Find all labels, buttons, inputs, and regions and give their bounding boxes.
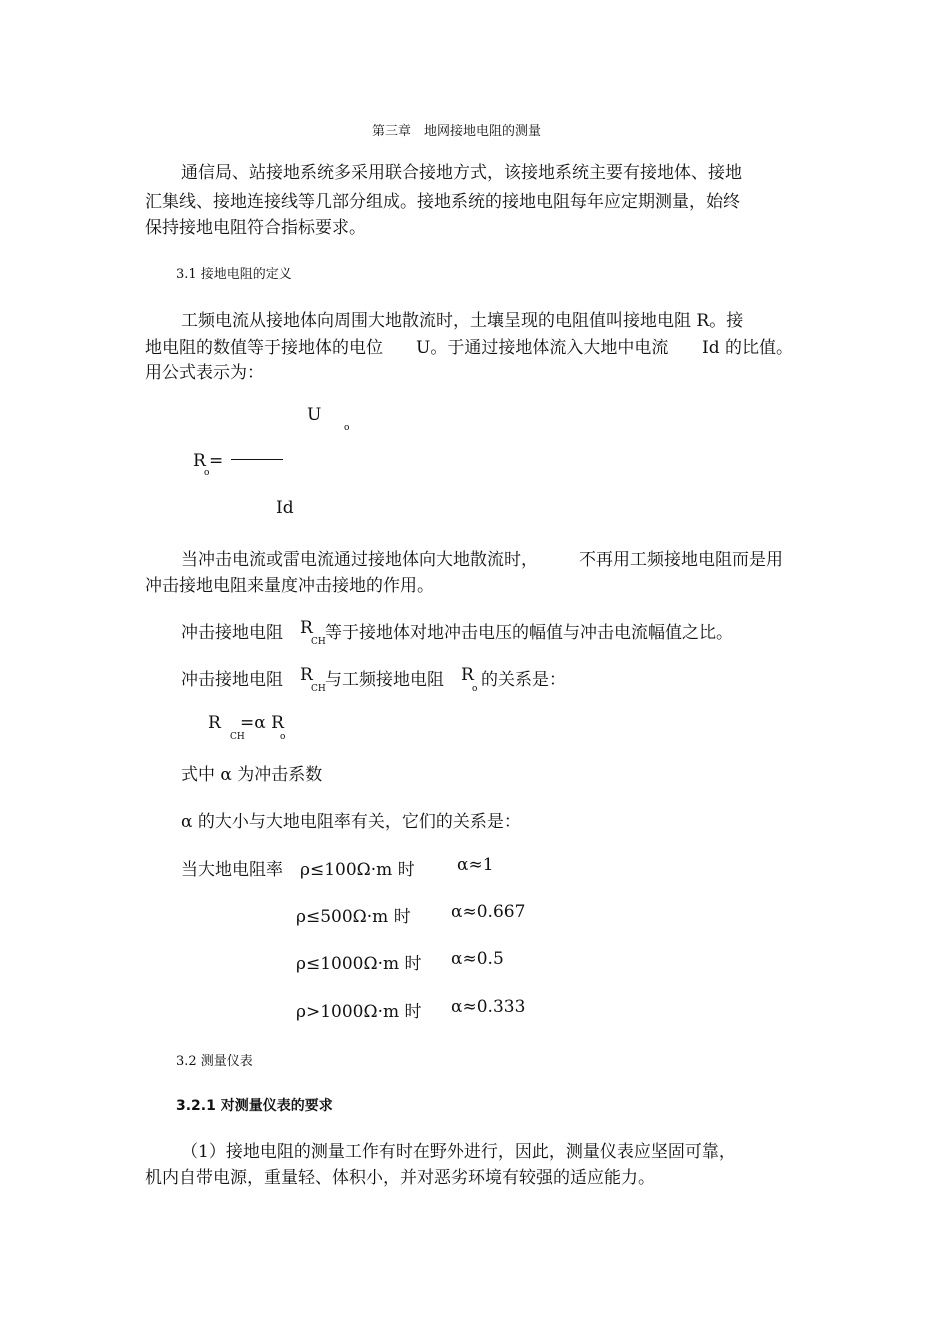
relation-a: 冲击接地电阻 <box>181 670 283 690</box>
impulse-def-a: 冲击接地电阻 <box>181 623 283 643</box>
formula-lhs-subscript: o <box>204 468 210 478</box>
alpha-relation-intro: α 的大小与大地电阻率有关，它们的关系是： <box>181 812 521 832</box>
relation-b: 与工频接地电阻 <box>325 670 444 690</box>
alpha-row-2-value: α≈0.667 <box>451 902 526 922</box>
relation-r2: R <box>461 665 474 685</box>
impulse-def-subscript: CH <box>311 637 326 647</box>
definition-line-2a: 地电阻的数值等于接地体的电位 <box>145 338 383 358</box>
impulse-line-1b: 不再用工频接地电阻而是用 <box>579 550 783 570</box>
intro-line-2: 汇集线、接地连接线等几部分组成。接地系统的接地电阻每年应定期测量，始终 <box>145 192 740 212</box>
requirement-line-1: （1）接地电阻的测量工作有时在野外进行，因此，测量仪表应坚固可靠， <box>181 1142 736 1162</box>
formula2-r: R <box>208 713 221 733</box>
formula-numerator-subscript: o <box>344 423 350 433</box>
definition-line-2b: U。于通过接地体流入大地中电流 <box>416 338 669 358</box>
formula-lhs: R <box>193 451 206 471</box>
impulse-line-2: 冲击接地电阻来量度冲击接地的作用。 <box>145 576 434 596</box>
alpha-lead: 当大地电阻率 <box>181 860 283 880</box>
section-3-2-heading: 3.2 测量仪表 <box>176 1054 253 1069</box>
intro-line-1: 通信局、站接地系统多采用联合接地方式，该接地系统主要有接地体、接地 <box>181 163 742 183</box>
section-3-2-1-heading: 3.2.1 对测量仪表的要求 <box>176 1098 333 1114</box>
intro-line-3: 保持接地电阻符合指标要求。 <box>145 218 366 238</box>
formula-denominator: Id <box>276 498 294 518</box>
definition-line-1: 工频电流从接地体向周围大地散流时，土壤呈现的电阻值叫接地电阻 R。接 <box>181 311 744 331</box>
definition-line-3: 用公式表示为： <box>145 363 264 383</box>
relation-r1: R <box>300 665 313 685</box>
requirement-line-2: 机内自带电源，重量轻、体积小，并对恶劣环境有较强的适应能力。 <box>145 1168 655 1188</box>
relation-subscript-2: o <box>472 684 478 694</box>
formula2-subscript-1: CH <box>230 732 245 742</box>
section-3-1-heading: 3.1 接地电阻的定义 <box>176 267 292 282</box>
alpha-row-3-value: α≈0.5 <box>451 949 504 969</box>
definition-line-2c: Id 的比值。 <box>702 338 794 358</box>
impulse-def-b: 等于接地体对地冲击电压的幅值与冲击电流幅值之比。 <box>325 623 733 643</box>
impulse-line-1a: 当冲击电流或雷电流通过接地体向大地散流时， <box>181 550 538 570</box>
relation-c: 的关系是： <box>481 670 566 690</box>
relation-subscript-1: CH <box>311 684 326 694</box>
alpha-row-2-condition: ρ≤500Ω·m 时 <box>296 907 411 927</box>
formula-equals: = <box>209 451 224 471</box>
alpha-row-1-value: α≈1 <box>457 855 494 875</box>
impulse-def-r: R <box>300 618 313 638</box>
formula-numerator: U <box>307 405 322 425</box>
formula2-subscript-2: o <box>280 732 286 742</box>
alpha-row-3-condition: ρ≤1000Ω·m 时 <box>296 954 422 974</box>
formula2-mid: =α R <box>240 713 284 733</box>
formula-fraction-line <box>231 459 283 460</box>
alpha-definition: 式中 α 为冲击系数 <box>181 765 323 785</box>
alpha-row-4-value: α≈0.333 <box>451 997 526 1017</box>
alpha-row-1-condition: ρ≤100Ω·m 时 <box>300 860 415 880</box>
alpha-row-4-condition: ρ>1000Ω·m 时 <box>296 1002 422 1022</box>
chapter-title: 第三章 地网接地电阻的测量 <box>372 124 542 139</box>
